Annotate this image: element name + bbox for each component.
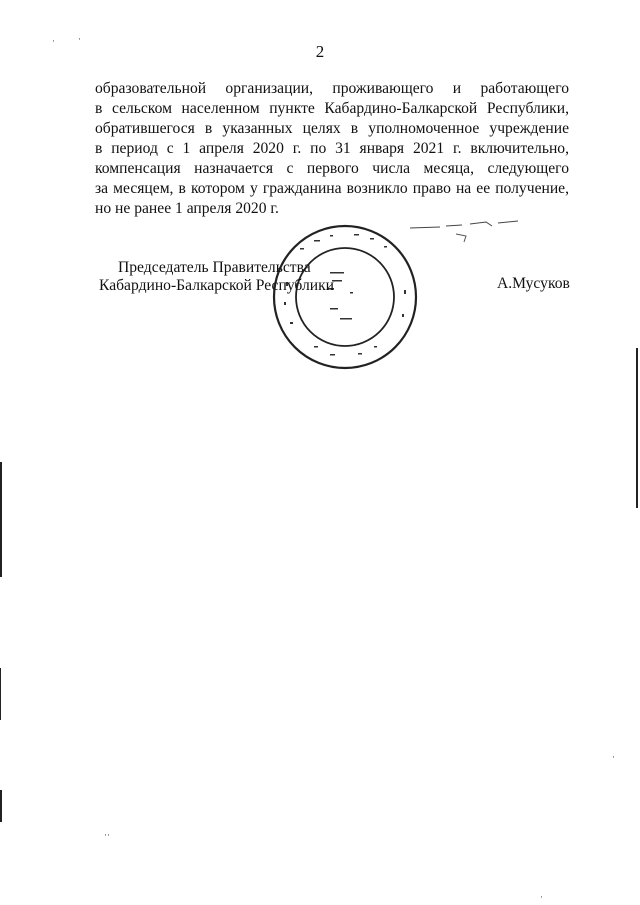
- signer-title-line-1: Председатель Правительства: [118, 259, 311, 276]
- scan-speck: ··: [104, 830, 110, 840]
- scan-speck: ·: [612, 752, 615, 762]
- body-line-3: обратившегося в указанных целях в уполномоченное учреждение: [95, 120, 569, 137]
- body-line-4: в период с 1 апреля 2020 г. по 31 января 2021 г. включительно,: [95, 140, 569, 157]
- page-number: 2: [315, 42, 325, 61]
- signature-block: [0, 259, 640, 319]
- scan-speck: ·: [540, 892, 543, 902]
- scan-speck: ·: [78, 34, 81, 44]
- signer-name: А.Мусуков: [497, 275, 570, 292]
- body-line-2: в сельском населенном пункте Кабардино-Балкарской Республики,: [95, 100, 569, 117]
- body-line-7: но не ранее 1 апреля 2020 г.: [95, 200, 279, 217]
- scan-edge-mark: [636, 348, 638, 508]
- scan-speck: ·: [52, 36, 55, 46]
- scan-edge-mark: [0, 790, 2, 822]
- scan-edge-mark: [0, 668, 1, 720]
- body-line-1: образовательной организации, проживающего и работающего: [95, 80, 569, 97]
- body-line-5: компенсация назначается с первого числа месяца, следующего: [95, 160, 569, 177]
- scan-edge-mark: [0, 462, 2, 577]
- body-line-6: за месяцем, в котором у гражданина возникло право на ее получение,: [95, 180, 569, 197]
- body-paragraph: [95, 79, 569, 219]
- handwritten-signature: [400, 218, 540, 248]
- signer-title-line-2: Кабардино-Балкарской Республики: [99, 277, 335, 294]
